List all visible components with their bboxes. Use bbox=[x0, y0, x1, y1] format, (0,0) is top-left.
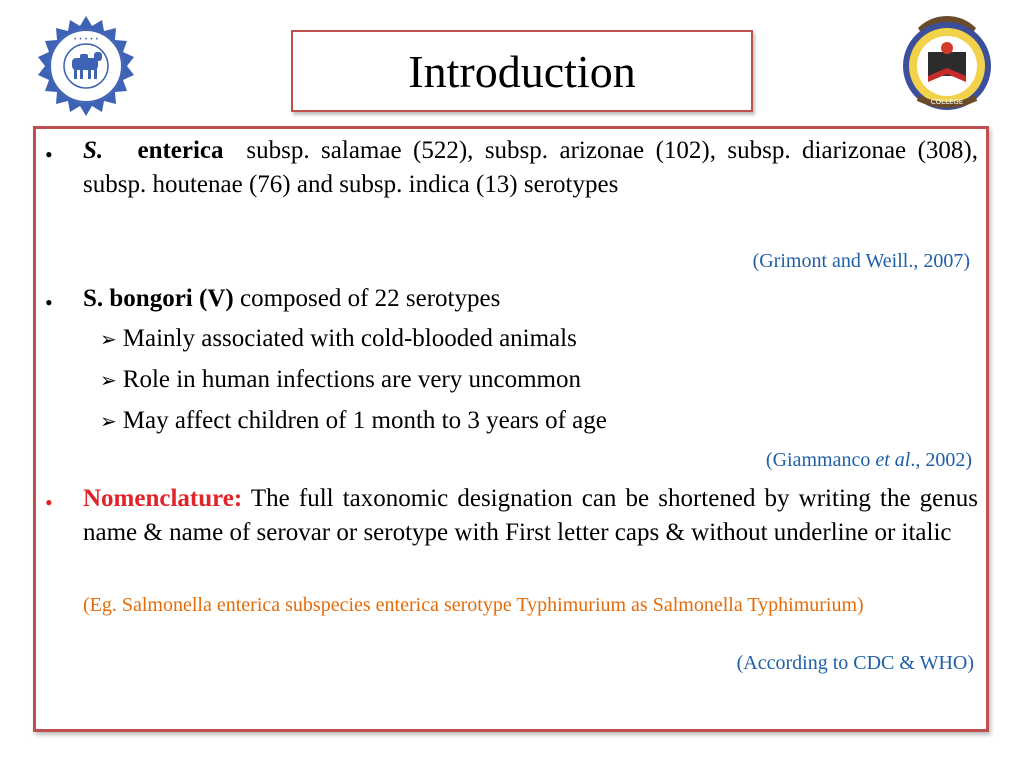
title-box bbox=[291, 30, 753, 112]
sub-item bbox=[100, 325, 577, 353]
citation-cdc-who: (According to CDC & WHO) bbox=[736, 652, 974, 674]
citation-et-al: et al bbox=[875, 449, 911, 471]
sub-item bbox=[100, 366, 581, 394]
bullet-marker: • bbox=[45, 290, 53, 315]
nomenclature-text: The full taxonomic designation can be shortened by writing the genus name & name of serovar or serotype with First letter caps & without underline or italic bbox=[83, 485, 978, 546]
arrow-bullet-icon: ➢ bbox=[100, 370, 117, 392]
sub-item bbox=[100, 407, 607, 435]
svg-text:• • • • •: • • • • • bbox=[73, 36, 99, 43]
citation-grimont: (Grimont and Weill., 2007) bbox=[752, 250, 970, 272]
bullet-bongori bbox=[83, 282, 500, 316]
nomenclature-example: (Eg. Salmonella enterica subspecies enterica serotype Typhimurium as Salmonella Typhimurium) bbox=[83, 594, 864, 616]
bullet-enterica bbox=[83, 134, 978, 202]
svg-text:COLLEGE: COLLEGE bbox=[930, 98, 964, 106]
university-logo bbox=[32, 12, 140, 120]
sub-item-text: Role in human infections are very uncommon bbox=[122, 366, 581, 393]
citation-year: ., 2002) bbox=[910, 449, 972, 471]
arrow-bullet-icon: ➢ bbox=[100, 411, 117, 433]
college-logo bbox=[898, 12, 996, 114]
sub-item-text: May affect children of 1 month to 3 years of age bbox=[122, 407, 607, 434]
arrow-bullet-icon: ➢ bbox=[100, 329, 117, 351]
bullet-nomenclature bbox=[83, 482, 978, 550]
bullet-marker: • bbox=[45, 142, 53, 167]
slide-title: Introduction bbox=[408, 45, 636, 97]
species-name: enterica bbox=[137, 137, 224, 164]
bullet-marker: • bbox=[45, 490, 53, 515]
sub-item-text: Mainly associated with cold-blooded animals bbox=[122, 325, 577, 352]
bongori-text: composed of 22 serotypes bbox=[239, 285, 501, 312]
genus-initial: S. bbox=[83, 137, 104, 164]
citation-author: (Giammanco bbox=[765, 449, 876, 471]
citation-giammanco bbox=[766, 449, 972, 472]
bongori-label: S. bongori (V) bbox=[83, 285, 234, 312]
subspecies-text: subsp. salamae (522), subsp. arizonae (102), subsp. diarizonae (308), subsp. houtenae (76) and subsp. indica (13) serotypes bbox=[83, 137, 978, 198]
nomenclature-label: Nomenclature: bbox=[83, 485, 243, 512]
